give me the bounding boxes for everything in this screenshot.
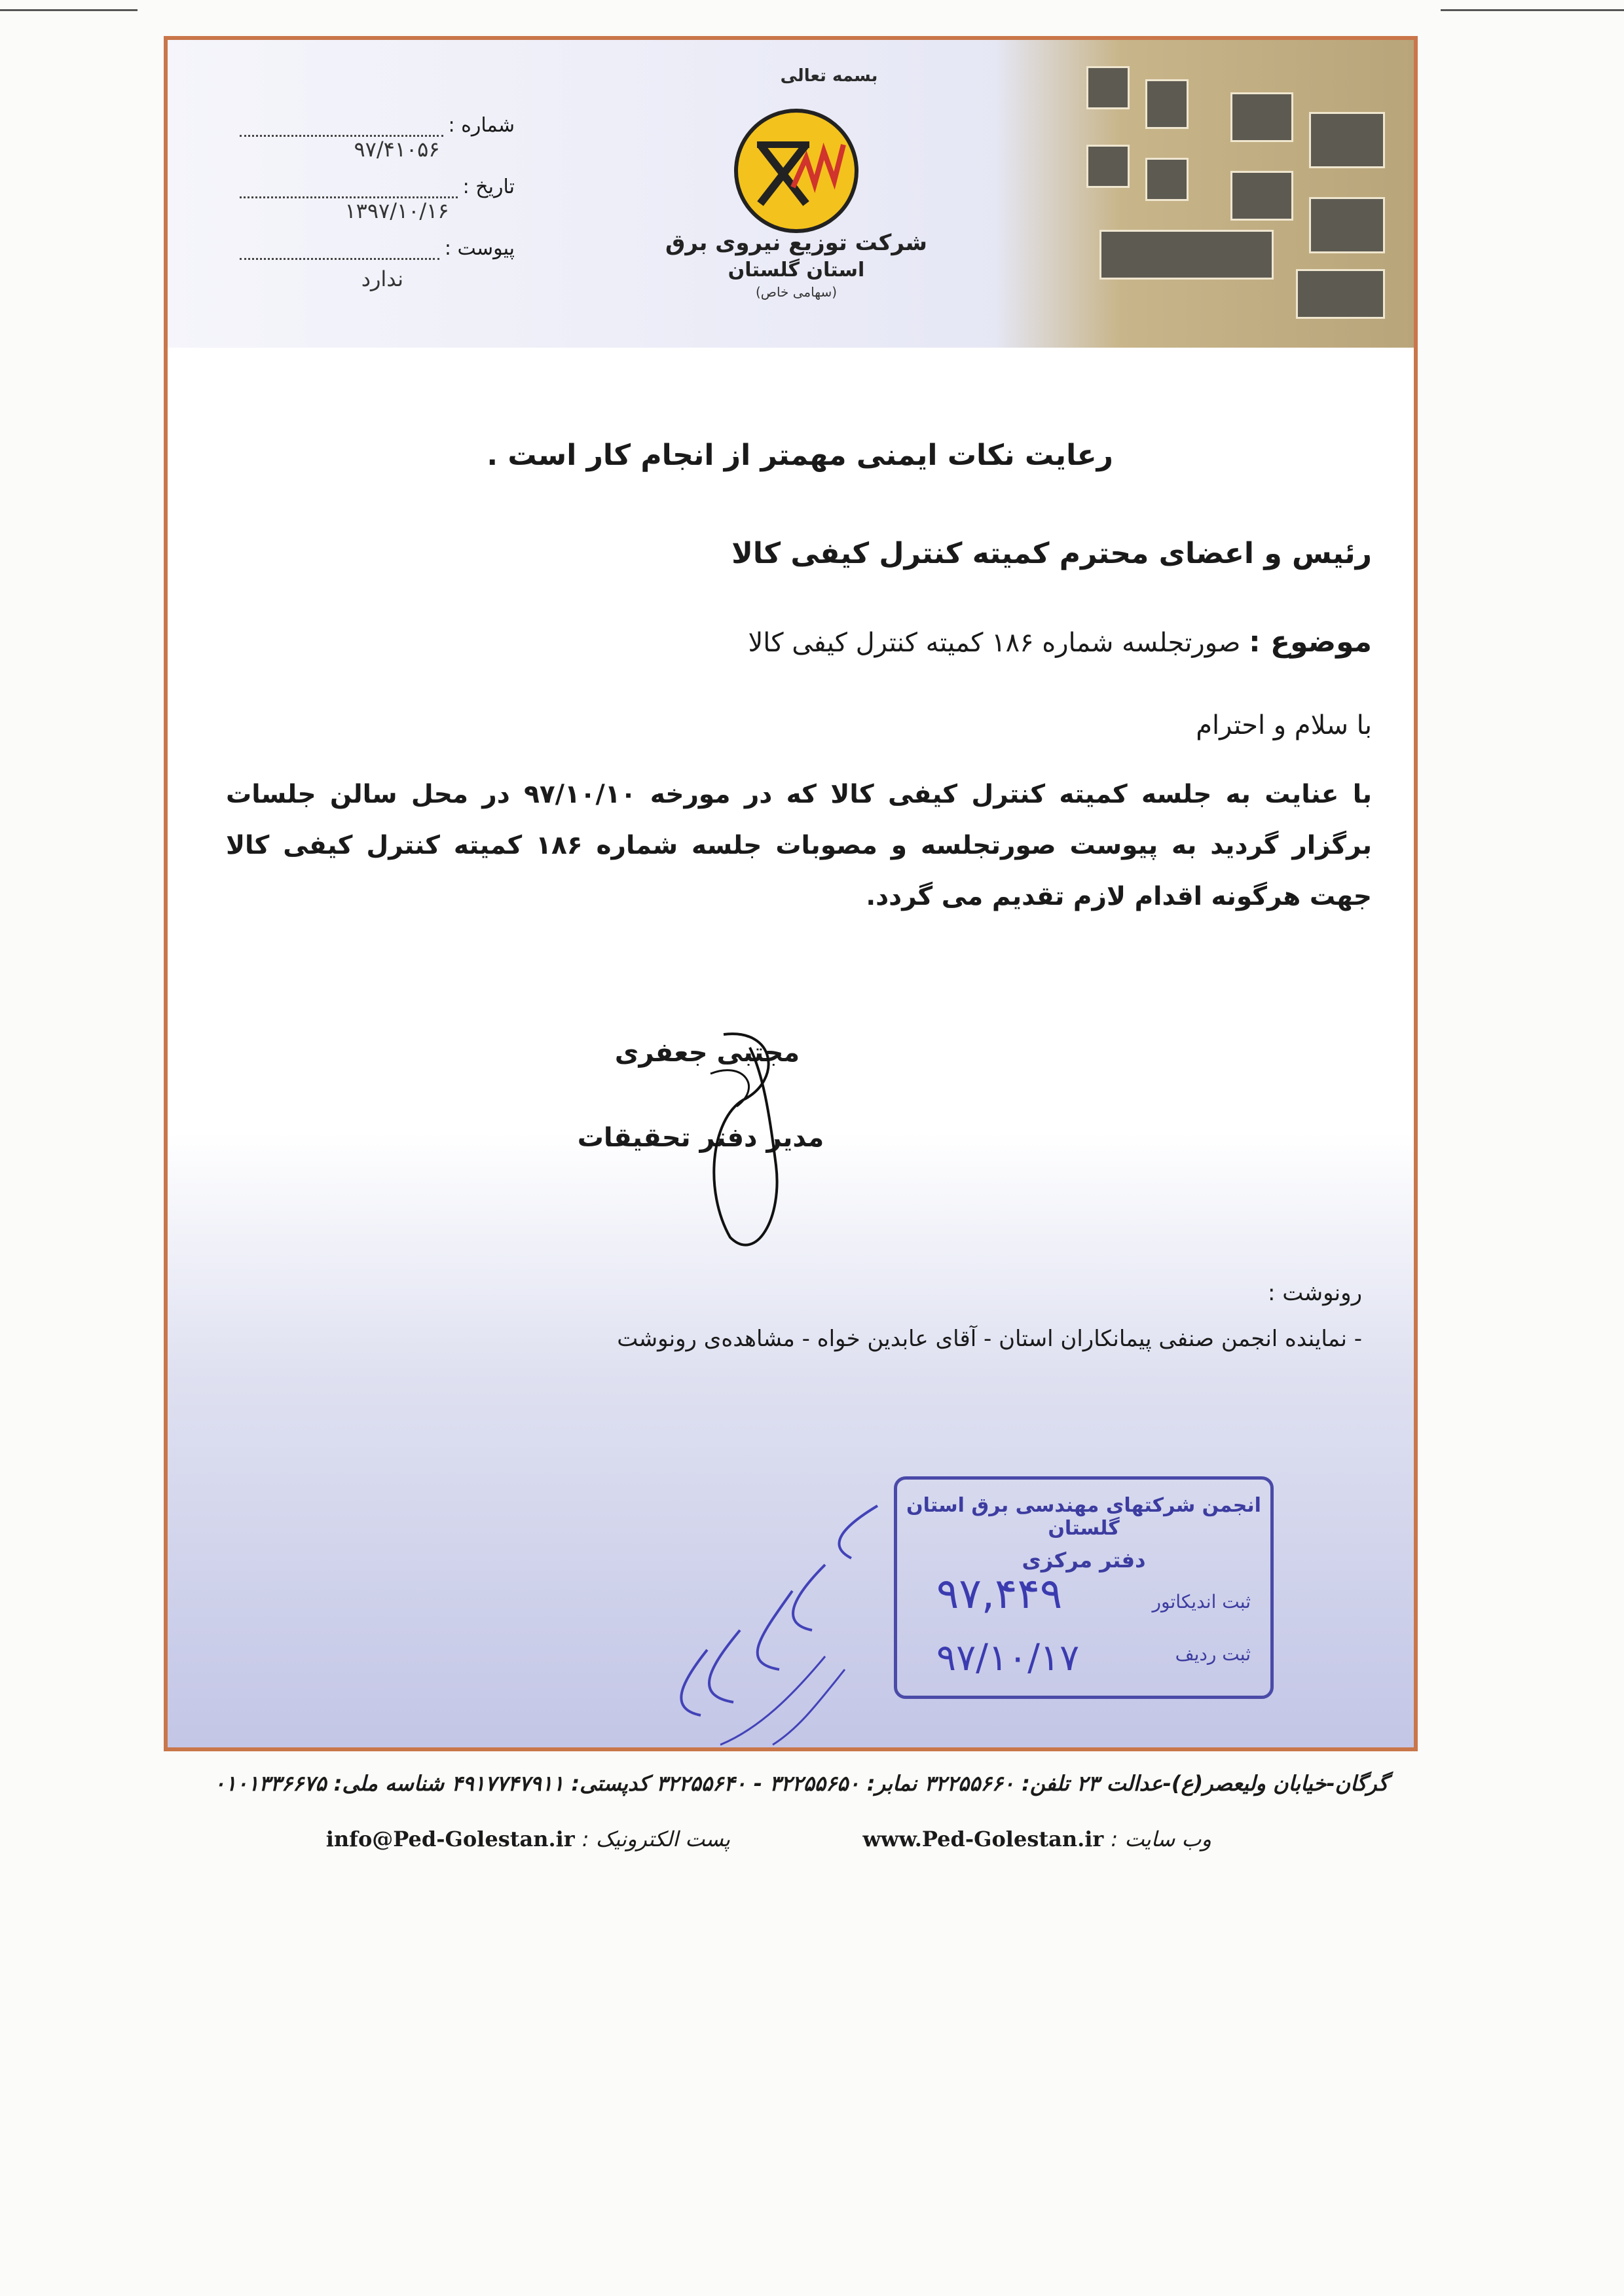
email-link[interactable]: info@Ped-Golestan.ir xyxy=(325,1827,575,1851)
stamp-row-label: ثبت ردیف xyxy=(1175,1643,1251,1665)
handwritten-signature xyxy=(684,1021,815,1257)
stamp-row-value: ۹۷/۱۰/۱۷ xyxy=(936,1637,1080,1679)
attachment-label: پیوست : xyxy=(444,237,515,260)
website-link[interactable]: www.Ped-Golestan.ir xyxy=(862,1827,1104,1851)
subject-text: صورتجلسه شماره ۱۸۶ کمیته کنترل کیفی کالا xyxy=(748,628,1241,658)
stamp-reg-label: ثبت اندیکاتور xyxy=(1152,1591,1251,1613)
date-label: تاریخ : xyxy=(462,175,515,198)
letter-body: با عنایت به جلسه کمیته کنترل کیفی کالا که در مورخه ۹۷/۱۰/۱۰ در محل سالن جلسات برگزار گردید به پیوست صورتجلسه و مصوبات جلسه شماره ۱۸۶ کمیته کنترل کیفی کالا جهت هرگونه اقدام لازم تقدیم می گردد. xyxy=(226,780,1373,911)
footer-contacts xyxy=(164,1827,1211,1851)
stamp-org: انجمن شرکتهای مهندسی برق استان گلستان xyxy=(906,1494,1261,1540)
basmala: بسمه تعالی xyxy=(780,66,878,86)
email-label: پست الکترونیک : xyxy=(581,1827,731,1851)
letter-meta xyxy=(240,105,515,291)
signer-title: مدیر دفتر تحقیقات xyxy=(577,1123,824,1153)
attachment-value: ندارد xyxy=(361,266,403,291)
number-value: ۹۷/۴۱۰۵۶ xyxy=(354,137,440,162)
signer-name: مجتبی جعفری xyxy=(614,1038,800,1068)
cc-item: - نماینده انجمن صنفی پیمانکاران استان - آقای عابدین خواه - مشاهده‌ی رونوشت xyxy=(617,1326,1362,1352)
recipient: رئیس و اعضای محترم کمیته کنترل کیفی کالا xyxy=(731,537,1372,570)
registration-stamp xyxy=(894,1476,1274,1699)
subject-line xyxy=(164,625,1372,659)
stamp-reg-value: ۹۷,۴۴۹ xyxy=(936,1570,1063,1618)
website-label: وب سایت : xyxy=(1111,1827,1211,1851)
company-type: (سهامی خاص) xyxy=(755,284,838,300)
scan-edge-left xyxy=(0,9,138,11)
company-logo-icon xyxy=(731,105,862,236)
scan-edge-right xyxy=(1441,9,1624,11)
company-name xyxy=(665,230,927,300)
stamp-office: دفتر مرکزی xyxy=(1022,1548,1146,1573)
subject-label: موضوع : xyxy=(1249,625,1372,659)
company-name-line1: شرکت توزیع نیروی برق xyxy=(665,230,927,256)
number-label: شماره : xyxy=(448,114,515,137)
safety-motto: رعایت نکات ایمنی مهمتر از انجام کار است . xyxy=(487,439,1113,472)
date-value: ۱۳۹۷/۱۰/۱۶ xyxy=(344,198,449,223)
footer-address: گرگان-خیابان ولیعصر(ع)-عدالت ۲۳ تلفن: ۳۲۲۵۵۶۶۰ نمابر: ۳۲۲۵۵۶۵۰ - ۳۲۲۵۵۶۴۰ کدپستی: ۴۹۱۷۷۴۷۹۱۱ شناسه ملی: ۰۱۰۱۳۳۶۶۷۵ xyxy=(213,1771,1388,1796)
company-name-line2: استان گلستان xyxy=(728,259,865,282)
building-photo xyxy=(995,40,1414,348)
cc-label: رونوشت : xyxy=(1267,1280,1362,1306)
greeting: با سلام و احترام xyxy=(1196,710,1372,740)
